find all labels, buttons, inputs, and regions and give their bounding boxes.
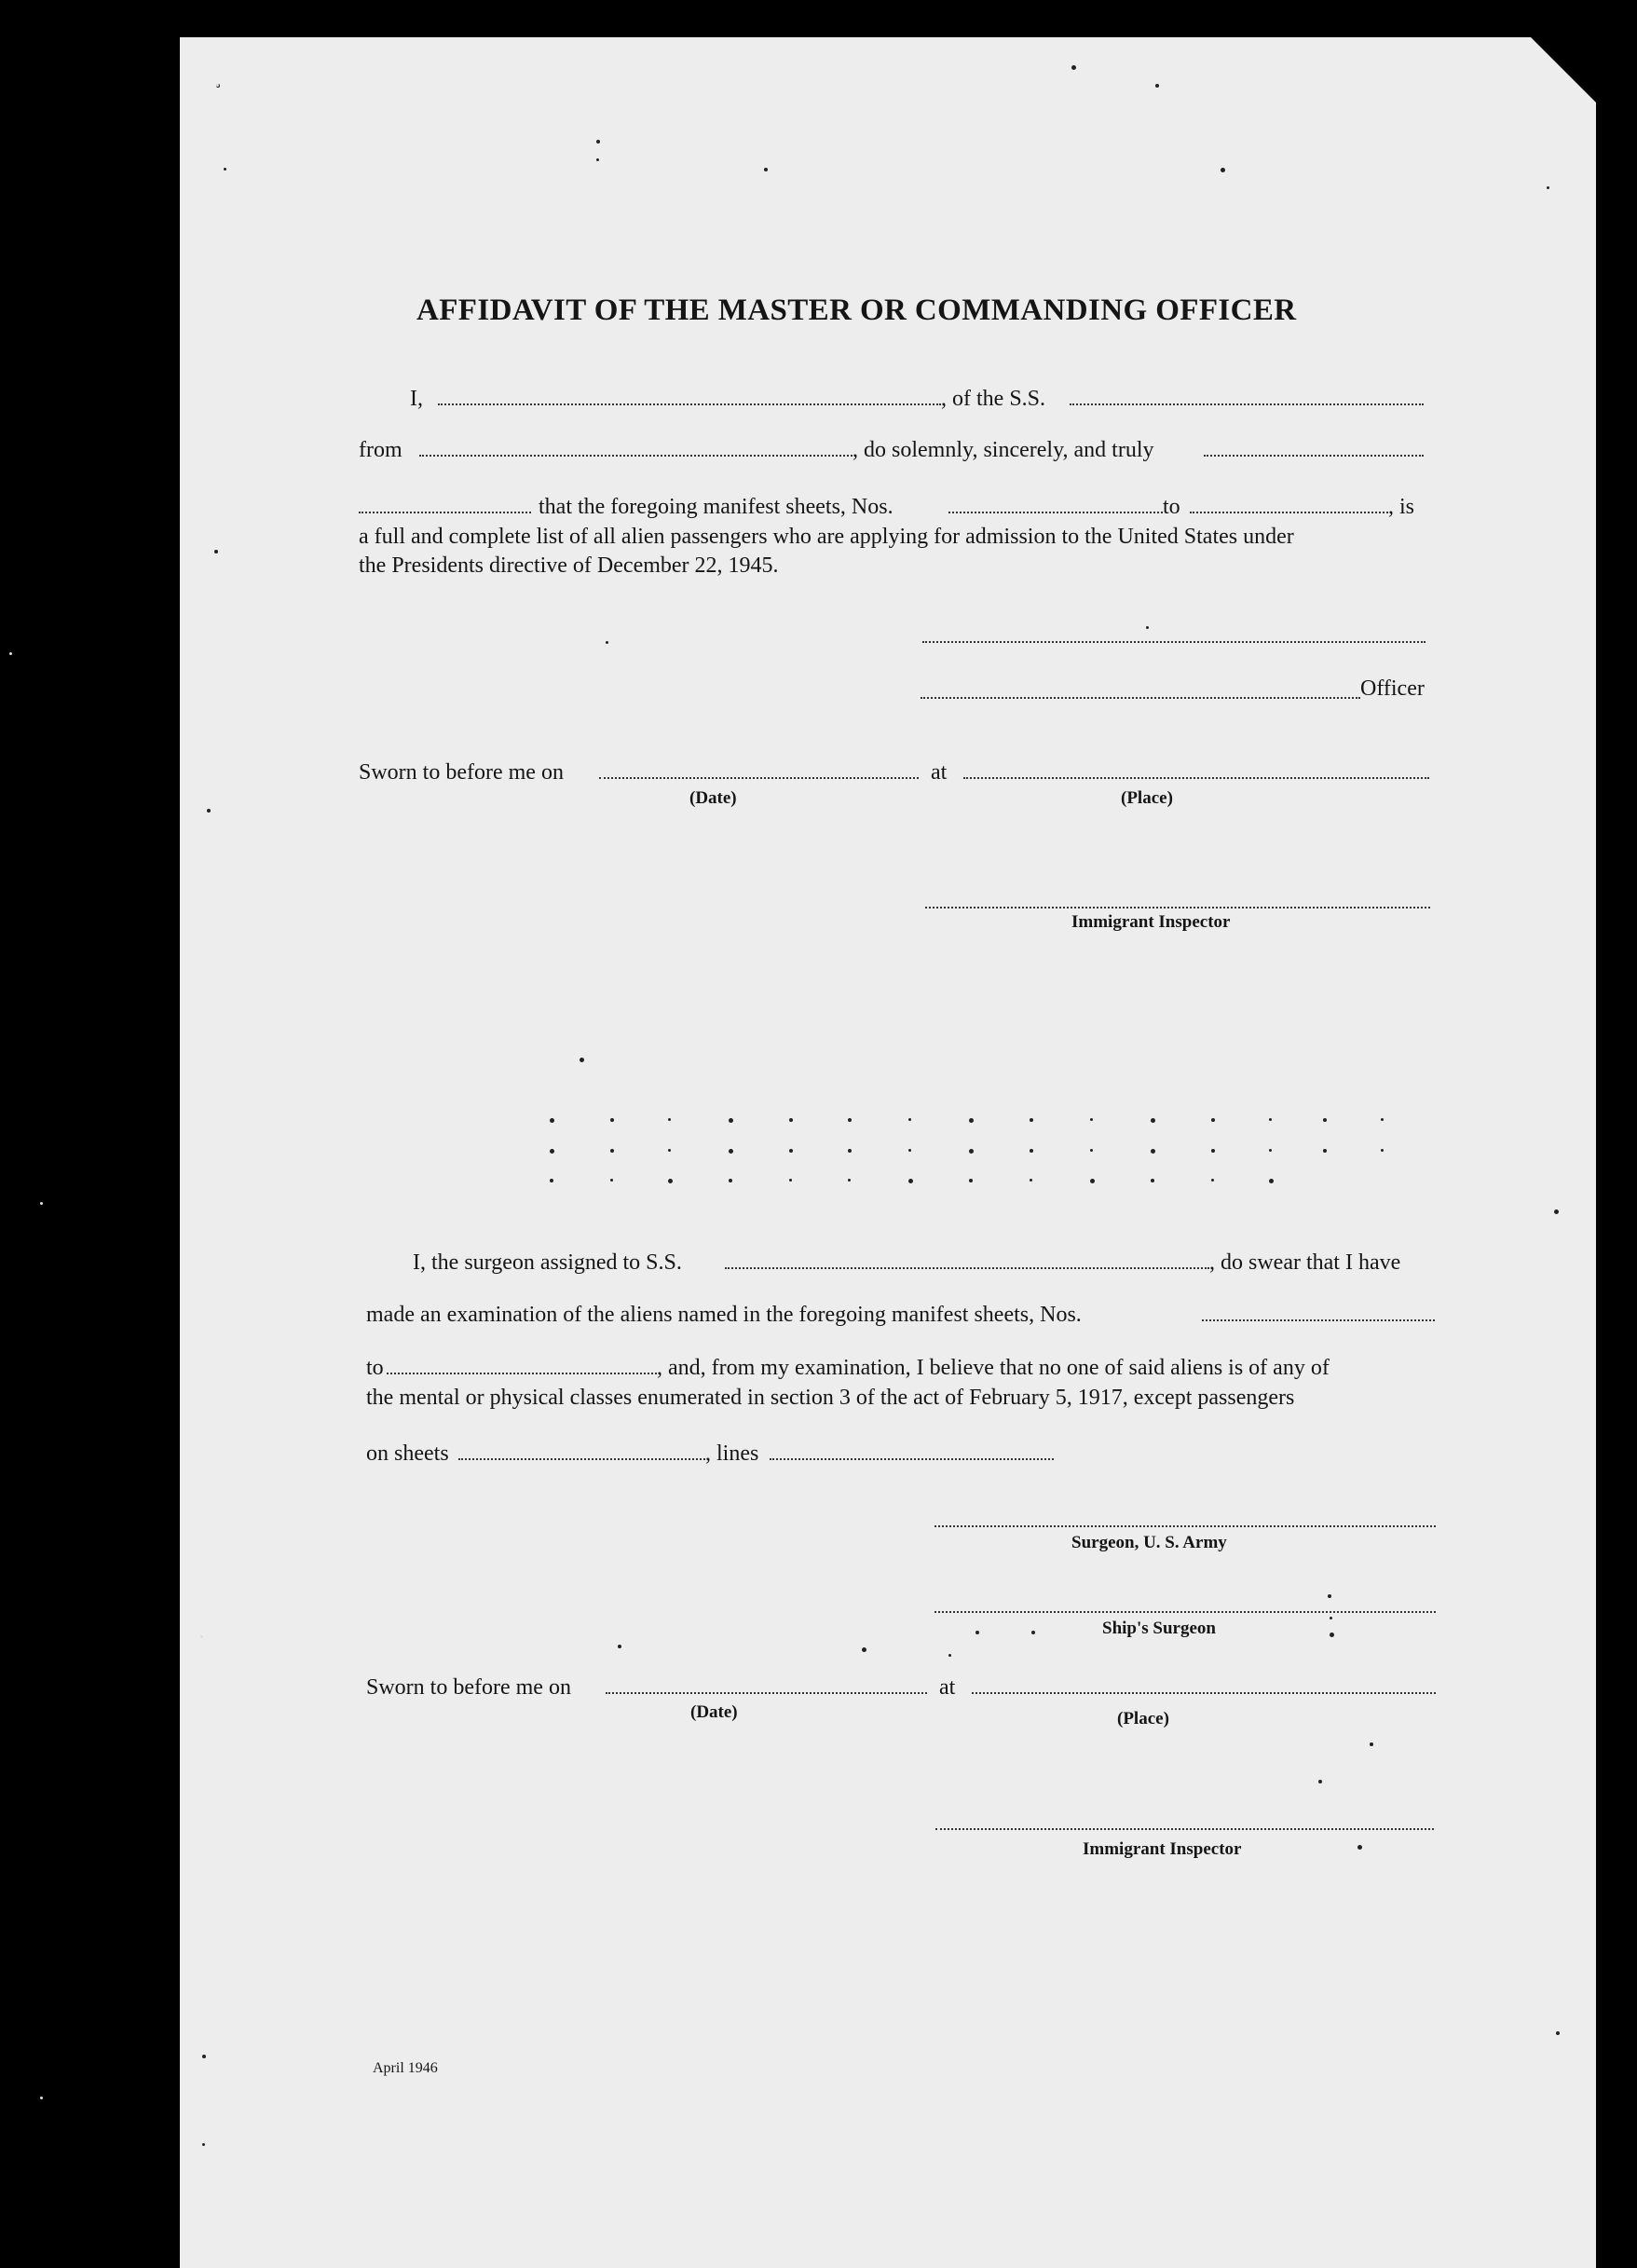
surgeon-lines-field[interactable] [770,1458,1054,1460]
scan-speck [200,1635,203,1638]
scan-speck [668,1118,671,1121]
scan-speck [1381,1149,1384,1152]
scan-speck [848,1118,852,1122]
scan-speck [580,1058,584,1062]
label-to: to [1163,495,1180,519]
scan-speck [202,2055,206,2058]
scan-speck [1090,1179,1095,1183]
scan-speck [789,1118,793,1122]
surgeon-text-line2: made an examination of the aliens named in the foregoing manifest sheets, Nos. [366,1303,1082,1327]
scan-speck [848,1179,851,1182]
label-at: at [931,760,948,785]
surgeon-ship-field[interactable] [725,1267,1209,1269]
oath-continuation-field[interactable] [359,512,531,513]
surgeon-label-sheets: on sheets [366,1441,449,1466]
scan-speck [789,1149,793,1153]
surgeon-text-line4: the mental or physical classes enumerated in section 3 of the act of February 5, 1917, except passengers [366,1386,1295,1410]
surgeon-label-sworn: Sworn to before me on [366,1675,571,1700]
form-title: AFFIDAVIT OF THE MASTER OR COMMANDING OFFICER [416,294,1297,327]
surgeon-sworn-date-field[interactable] [606,1692,927,1694]
scan-speck [214,550,218,553]
label-surgeon-army: Surgeon, U. S. Army [1071,1533,1227,1552]
scan-speck [40,1202,43,1205]
ship-name-field[interactable] [1070,403,1424,405]
scan-speck [1090,1149,1093,1152]
scan-speck [1269,1149,1272,1152]
scan-speck [610,1118,614,1122]
label-i: I, [410,387,423,411]
scan-speck [969,1118,974,1123]
officer-signature-line-2[interactable] [921,697,1360,699]
army-surgeon-signature-line[interactable] [934,1525,1436,1527]
scan-speck [729,1118,733,1123]
sworn-date-field[interactable] [599,777,919,779]
scan-speck [618,1645,621,1648]
scan-speck [610,1149,614,1153]
label-from: from [359,438,402,462]
scan-speck [668,1179,673,1183]
label-ships-surgeon: Ship's Surgeon [1102,1619,1216,1638]
scan-speck [40,2097,43,2099]
surgeon-text-line3: , and, from my examination, I believe that no one of said aliens is of any of [657,1356,1330,1380]
scan-speck [207,809,211,813]
surgeon-label-ss: I, the surgeon assigned to S.S. [413,1250,682,1275]
scan-speck [969,1179,973,1182]
surgeon-sheets-field[interactable] [458,1458,705,1460]
surgeon-inspector-signature-line[interactable] [935,1828,1434,1830]
surgeon-label-date: (Date) [690,1702,738,1722]
scan-speck [224,168,226,171]
scan-speck [1547,186,1549,189]
scan-speck [969,1149,974,1154]
scan-speck [1269,1179,1274,1183]
scan-speck [1030,1179,1032,1182]
scan-speck [1330,1617,1332,1619]
scan-speck [1211,1149,1215,1153]
surgeon-sworn-place-field[interactable] [972,1692,1436,1694]
label-date: (Date) [689,788,737,808]
scan-speck [668,1149,671,1152]
scan-speck [1031,1631,1035,1634]
scan-speck [1269,1118,1272,1121]
scan-speck [1318,1780,1322,1783]
scan-speck [1328,1594,1331,1598]
scan-speck [1221,168,1225,172]
surgeon-manifest-from-field[interactable] [1202,1319,1435,1321]
document-page [180,37,1596,2268]
scan-speck [908,1118,911,1121]
affidavit-text-line5: the Presidents directive of December 22, 1945. [359,553,779,578]
scan-speck [729,1179,732,1182]
scan-speck [1323,1149,1327,1153]
affidavit-text-line4: a full and complete list of all alien passengers who are applying for admission to the United States under [359,525,1294,549]
surgeon-label-lines: , lines [705,1441,759,1466]
surgeon-label-at: at [939,1675,956,1700]
label-sworn: Sworn to before me on [359,760,564,785]
from-port-field[interactable] [419,455,853,457]
surgeon-label-immigrant-inspector: Immigrant Inspector [1083,1839,1242,1859]
scan-speck [596,140,600,143]
scan-speck [550,1149,554,1154]
surgeon-manifest-to-field[interactable] [387,1373,657,1374]
scan-speck [596,158,599,161]
ship-surgeon-signature-line[interactable] [934,1611,1436,1613]
scan-speck [216,84,219,87]
scan-speck [610,1179,613,1182]
scan-speck [550,1179,553,1182]
scan-speck [1090,1118,1093,1121]
scan-speck [1071,65,1076,70]
scan-speck [1330,1633,1334,1637]
scan-speck [1211,1118,1215,1122]
scan-speck [1155,84,1159,88]
label-solemnly: , do solemnly, sincerely, and truly [853,438,1154,462]
oath-type-field[interactable] [1204,455,1424,457]
surgeon-label-place: (Place) [1117,1709,1169,1728]
scan-speck [1554,1209,1559,1214]
surgeon-label-swear: , do swear that I have [1209,1250,1401,1275]
scan-speck [550,1118,554,1123]
scan-speck [908,1149,911,1152]
scan-speck [1556,2031,1560,2035]
scan-speck [202,2143,205,2146]
label-of-ss: , of the S.S. [941,387,1046,411]
scan-speck [1030,1118,1033,1122]
scan-speck [764,168,768,171]
scan-speck [729,1149,733,1154]
label-officer: Officer [1360,676,1425,701]
officer-signature-line-1[interactable] [922,641,1426,643]
manifest-from-field[interactable] [948,512,1163,513]
scan-speck [606,641,608,644]
label-manifest-nos: that the foregoing manifest sheets, Nos. [539,495,894,519]
scan-speck [1030,1149,1033,1153]
scan-speck [1151,1179,1154,1182]
scan-speck [1151,1118,1155,1123]
scan-speck [1151,1149,1155,1154]
manifest-to-field[interactable] [1190,512,1388,513]
scan-speck [862,1647,866,1652]
label-immigrant-inspector: Immigrant Inspector [1071,912,1231,932]
scan-speck [1357,1845,1362,1850]
form-date: April 1946 [373,2060,438,2076]
scan-speck [848,1149,852,1153]
scan-speck [1323,1118,1327,1122]
scan-speck [9,652,12,655]
scan-speck [975,1631,979,1634]
surgeon-label-to: to [366,1356,384,1380]
label-is: , is [1388,495,1415,519]
scan-speck [789,1179,792,1182]
scan-speck [1211,1179,1214,1182]
scan-speck [1381,1118,1384,1121]
scan-speck [1370,1742,1373,1746]
master-name-field[interactable] [438,403,941,405]
scan-speck [908,1179,913,1183]
scan-speck [948,1654,951,1657]
sworn-place-field[interactable] [963,777,1429,779]
scan-speck [1146,626,1149,629]
label-place: (Place) [1121,788,1173,808]
